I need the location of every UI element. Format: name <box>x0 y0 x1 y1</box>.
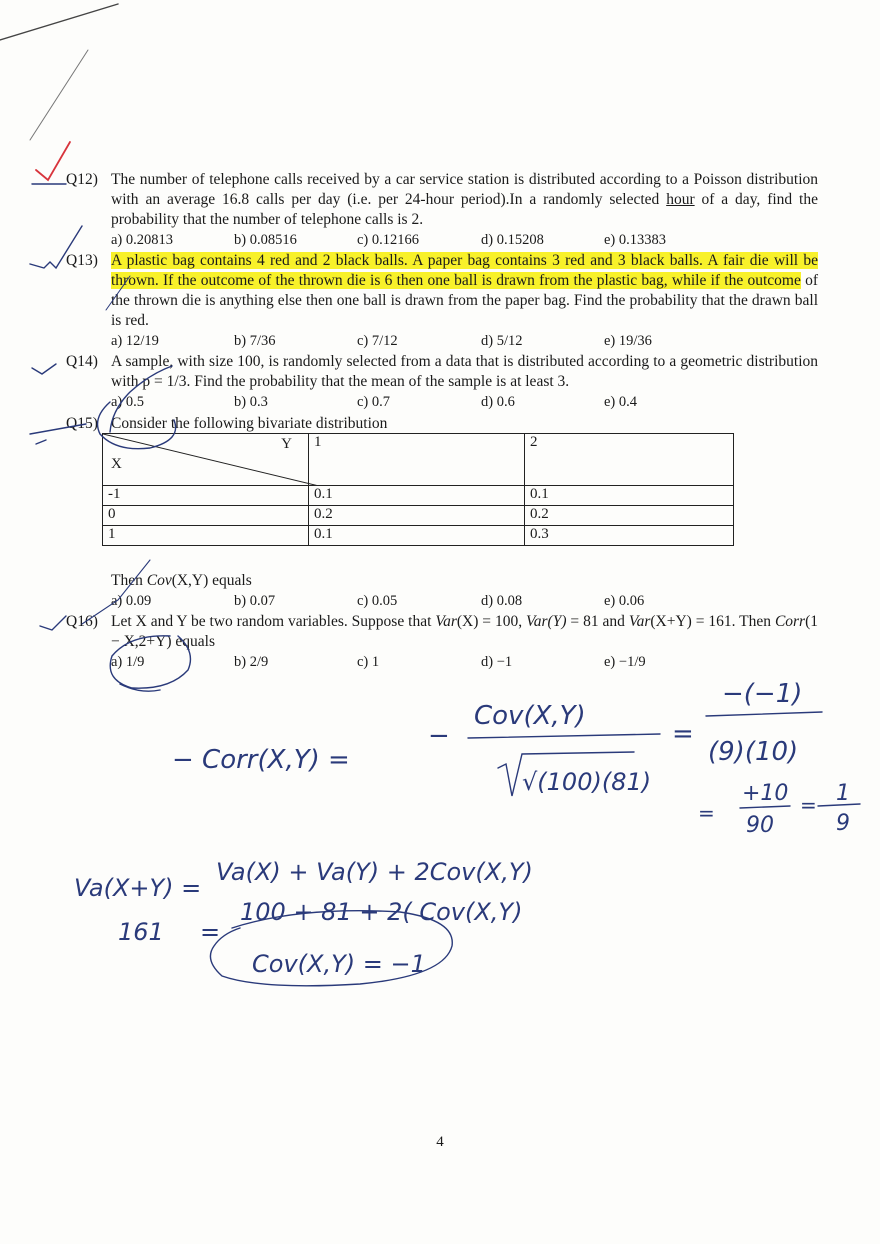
hw-corr-lhs: − Corr(X,Y) = <box>172 745 350 775</box>
page-number: 4 <box>436 1134 444 1150</box>
x-value: 1 <box>103 526 309 546</box>
stray-stroke <box>82 560 150 624</box>
hw-var-lhs: Va(X+Y) = <box>74 874 202 902</box>
option-c: c) 1 <box>357 654 380 670</box>
question-followup: Then Cov(X,Y) equals <box>111 572 252 589</box>
answer-circle <box>110 636 190 688</box>
tick-stroke <box>36 440 46 444</box>
cell-value: 0.2 <box>309 506 525 526</box>
stray-stroke <box>106 276 130 310</box>
option-a: a) 1/9 <box>111 654 145 670</box>
option-c: c) 0.12166 <box>357 232 420 248</box>
check-mark-icon <box>40 616 66 630</box>
fraction-bar <box>740 806 790 808</box>
option-b: b) 0.3 <box>234 394 268 410</box>
hw-cov-result: Cov(X,Y) = −1 <box>252 950 426 978</box>
hw-rhs-den: (9)(10) <box>708 737 799 767</box>
highlighted-text: A plastic bag contains 4 red and 2 black balls. A paper bag contains 3 red and 3 black balls. A fair die will be thrown. If the outcome of the thrown die is 6 then one ball is drawn from the plastic bag, while if the outcome <box>111 252 818 289</box>
question-text: A sample, with size 100, is randomly selected from a data that is distributed according to a geometric distribution with p = 1/3. Find the probability that the mean of the sample is at least 3. <box>111 353 818 390</box>
question-number: Q13) <box>66 252 98 269</box>
hw-161: 161 <box>118 918 164 946</box>
scan-edge-line <box>0 4 118 40</box>
option-d: d) −1 <box>481 654 513 670</box>
hw-neg-sign: − <box>428 721 450 751</box>
option-e: e) 0.06 <box>604 593 645 609</box>
stray-stroke <box>110 366 172 432</box>
y-label: Y <box>281 436 292 452</box>
option-e: e) 19/36 <box>604 333 652 349</box>
option-b: b) 0.08516 <box>234 232 297 248</box>
cell-value: 0.1 <box>525 486 734 506</box>
hw-nine: 9 <box>836 811 850 836</box>
hw-ninety: 90 <box>746 813 774 838</box>
x-value: 0 <box>103 506 309 526</box>
question-text: Consider the following bivariate distribution <box>111 415 388 432</box>
hw-one: 1 <box>836 781 850 806</box>
option-c: c) 0.7 <box>357 394 391 410</box>
option-b: b) 2/9 <box>234 654 269 670</box>
hw-equals-3: = <box>800 793 817 817</box>
option-e: e) −1/9 <box>604 654 646 670</box>
hw-equals-2: = <box>698 801 715 825</box>
question-number: Q15) <box>66 415 98 432</box>
hw-equals-4: = <box>200 918 221 946</box>
option-b: b) 0.07 <box>234 593 276 609</box>
question-text: Let X and Y be two random variables. Suppose that Var(X) = 100, Var(Y) = 81 and Var(X+Y) = 161. Then Corr(1 − X,2+Y) equals <box>111 613 819 650</box>
hw-sqrt-den: √(100)(81) <box>522 768 652 796</box>
question-text: The number of telephone calls received by a car service station is distributed according to a Poisson distribution with an average 16.8 calls per day (i.e. per 24-hour period).In a randomly selected hour of a day, find the probability that the number of telephone calls is 2. <box>111 171 818 228</box>
circle-stroke <box>98 402 176 449</box>
hw-rhs-num: −(−1) <box>722 679 803 709</box>
option-c: c) 0.05 <box>357 593 398 609</box>
check-mark-icon <box>30 226 82 268</box>
option-e: e) 0.4 <box>604 394 638 410</box>
option-d: d) 5/12 <box>481 333 523 349</box>
col-header-2: 2 <box>525 434 734 486</box>
hw-ten: +10 <box>742 781 789 806</box>
option-a: a) 0.5 <box>111 394 145 410</box>
hw-sum-rhs: 100 + 81 + 2( Cov(X,Y) <box>240 898 523 926</box>
question-text: A plastic bag contains 4 red and 2 black balls. A paper bag contains 3 red and 3 black balls. A fair die will be thrown. If the outcome of the thrown die is 6 then one ball is drawn from the plastic bag, while if the outcome of the thrown die is anything else then one ball is drawn from the paper bag. Find the probability that the drawn ball is red. <box>111 252 818 329</box>
hw-equals: = <box>672 719 694 749</box>
option-c: c) 7/12 <box>357 333 398 349</box>
cell-value: 0.2 <box>525 506 734 526</box>
hw-var-rhs: Va(X) + Va(Y) + 2Cov(X,Y) <box>216 858 533 886</box>
cell-value: 0.3 <box>525 526 734 546</box>
fraction-bar <box>706 712 822 716</box>
check-mark-red-icon <box>36 142 70 180</box>
stray-mark <box>30 50 88 140</box>
question-number: Q14) <box>66 353 98 370</box>
option-a: a) 0.09 <box>111 593 152 609</box>
option-d: d) 0.15208 <box>481 232 544 248</box>
fraction-bar <box>468 734 660 738</box>
col-header-1: 1 <box>309 434 525 486</box>
cell-value: 0.1 <box>309 486 525 506</box>
check-mark-icon <box>32 364 56 374</box>
option-b: b) 7/36 <box>234 333 276 349</box>
option-a: a) 12/19 <box>111 333 159 349</box>
cell-value: 0.1 <box>309 526 525 546</box>
x-label: X <box>111 456 122 472</box>
question-number: Q12) <box>66 171 98 188</box>
question-number: Q16) <box>66 613 98 630</box>
option-a: a) 0.20813 <box>111 232 174 248</box>
option-e: e) 0.13383 <box>604 232 667 248</box>
option-d: d) 0.6 <box>481 394 515 410</box>
check-mark-icon <box>30 424 86 434</box>
hw-cov-num: Cov(X,Y) <box>474 701 586 731</box>
option-d: d) 0.08 <box>481 593 523 609</box>
x-value: -1 <box>103 486 309 506</box>
